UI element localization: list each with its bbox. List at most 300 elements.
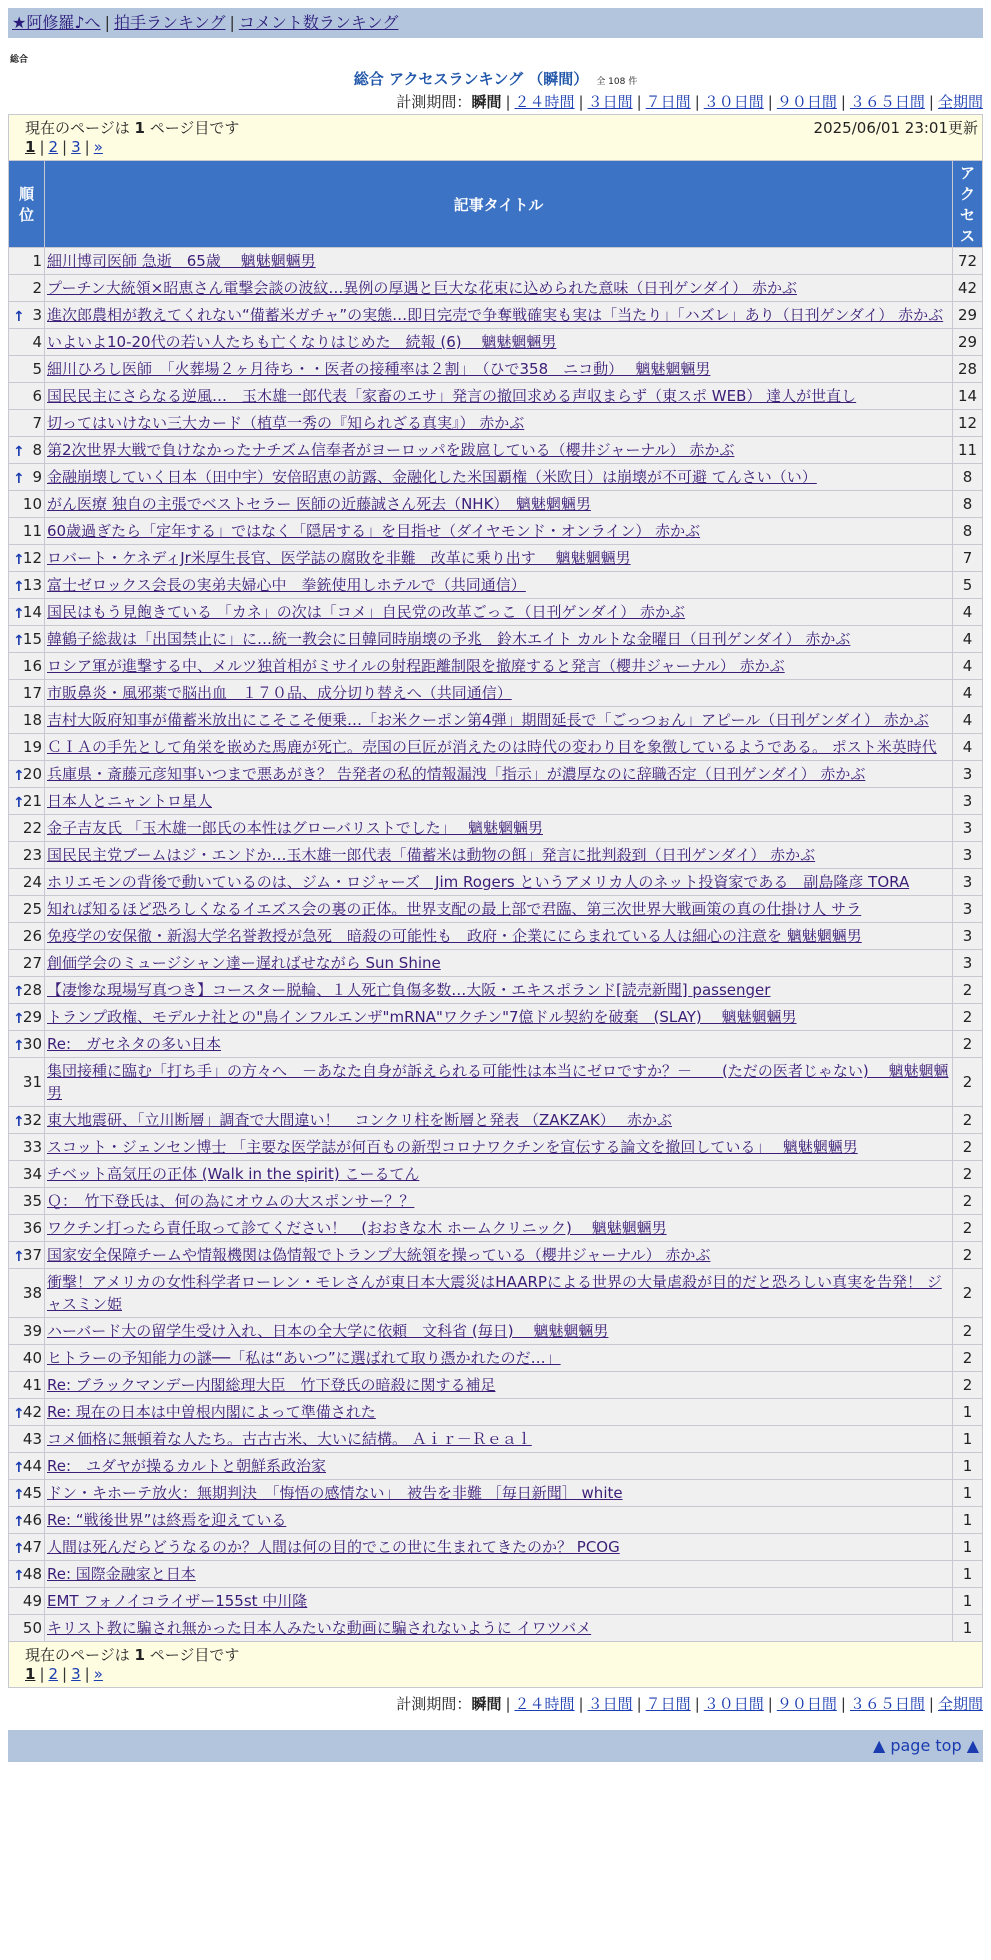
rank-number: 20 bbox=[22, 765, 42, 783]
access-count: 1 bbox=[953, 1615, 983, 1642]
table-row bbox=[9, 815, 983, 842]
rank-cell bbox=[9, 248, 45, 275]
article-link[interactable]: ＣＩＡの手先として角栄を嵌めた馬鹿が死亡。売国の巨匠が消えたのは時代の変わり目を象徴しているようである。 ポスト米英時代 bbox=[47, 738, 937, 756]
table-row bbox=[9, 761, 983, 788]
current-page-info: 現在のページは 1 ページ目です bbox=[25, 119, 240, 137]
article-link[interactable]: 国民はもう見飽きている 「カネ」の次は「コメ」自民党の改革ごっこ（日刊ゲンダイ） 赤かぶ bbox=[47, 603, 686, 621]
title-cell bbox=[45, 1453, 953, 1480]
article-link[interactable]: 切ってはいけない三大カード（植草一秀の『知られざる真実』） 赤かぶ bbox=[47, 414, 525, 432]
article-link[interactable]: ワクチン打ったら責任取って診てください！ (おおきな木 ホームクリニック) 魑魅魍魎男 bbox=[47, 1219, 667, 1237]
rank-number: 18 bbox=[22, 711, 42, 729]
table-row bbox=[9, 1480, 983, 1507]
period-link-4[interactable]: ９０日間 bbox=[776, 93, 837, 111]
rank-number: 34 bbox=[22, 1165, 42, 1183]
period-link-3[interactable]: ３０日間 bbox=[703, 93, 764, 111]
title-cell bbox=[45, 950, 953, 977]
article-link[interactable]: 富士ゼロックス会長の実弟夫婦心中 拳銃使用しホテルで（共同通信） bbox=[47, 576, 526, 594]
header-rank bbox=[9, 161, 45, 248]
rank-cell bbox=[9, 1058, 45, 1107]
article-link[interactable]: コメ価格に無頓着な人たち。古古古米、大いに結構。 Ａｉｒ－Ｒｅａｌ bbox=[47, 1430, 532, 1448]
period-separator: | bbox=[840, 93, 846, 111]
article-link[interactable]: Re: ユダヤが操るカルトと朝鮮系政治家 bbox=[47, 1457, 327, 1475]
table-row bbox=[9, 1453, 983, 1480]
title-cell bbox=[45, 1399, 953, 1426]
rank-cell bbox=[9, 383, 45, 410]
rank-cell bbox=[9, 1561, 45, 1588]
rank-number: 16 bbox=[22, 657, 42, 675]
rank-cell bbox=[9, 1242, 45, 1269]
rank-number: 45 bbox=[22, 1484, 42, 1502]
rank-up-arrow-icon: ↑ bbox=[13, 768, 25, 784]
title-cell bbox=[45, 1269, 953, 1318]
article-link[interactable]: Ｑ： 竹下登氏は、何の為にオウムの大スポンサー？？ bbox=[47, 1192, 415, 1210]
access-count: 11 bbox=[953, 437, 983, 464]
access-count: 3 bbox=[953, 950, 983, 977]
access-count: 4 bbox=[953, 734, 983, 761]
article-link[interactable]: 東大地震研、「立川断層」調査で大間違い！ コンクリ柱を断層と発表 （ZAKZAK） 赤かぶ bbox=[47, 1111, 672, 1129]
rank-cell bbox=[9, 491, 45, 518]
table-row bbox=[9, 1399, 983, 1426]
rank-number: 48 bbox=[22, 1565, 42, 1583]
article-link[interactable]: 金融崩壊していく日本（田中宇）安倍昭恵の訪露、金融化した米国覇権（米欧日）は崩壊が不可避 てんさい（い） bbox=[47, 468, 817, 486]
article-link[interactable]: プーチン大統領×昭恵さん電撃会談の波紋…異例の厚遇と巨大な花束に込められた意味（日刊ゲンダイ） 赤かぶ bbox=[47, 279, 797, 297]
header-title: 記事タイトル bbox=[45, 161, 953, 248]
article-link[interactable]: 韓鶴子総裁は「出国禁止に」に…統一教会に日韓同時崩壊の予兆 鈴木エイト カルトな金曜日（日刊ゲンダイ） 赤かぶ bbox=[47, 630, 851, 648]
page-link-3[interactable]: 3 bbox=[71, 138, 81, 156]
header-rank-label: 順 位 bbox=[18, 185, 34, 224]
period-separator: | bbox=[928, 93, 934, 111]
rank-number: 24 bbox=[22, 873, 42, 891]
article-link[interactable]: EMT フォノイコライザー155st 中川隆 bbox=[47, 1592, 308, 1610]
rank-cell bbox=[9, 761, 45, 788]
rank-up-arrow-icon: ↑ bbox=[13, 633, 25, 649]
article-link[interactable]: 60歳過ぎたら「定年する」ではなく「隠居する」を目指せ（ダイヤモンド・オンライン） 赤かぶ bbox=[47, 522, 701, 540]
access-count: 2 bbox=[953, 1107, 983, 1134]
rank-number: 6 bbox=[32, 387, 42, 405]
article-link[interactable]: トランプ政権、モデルナ社との"鳥インフルエンザ"mRNA"ワクチン"7億ドル契約を破棄 (SLAY) 魑魅魍魎男 bbox=[47, 1008, 797, 1026]
access-count: 1 bbox=[953, 1399, 983, 1426]
title-cell bbox=[45, 572, 953, 599]
header-count-label: アク セス bbox=[959, 164, 975, 245]
article-link[interactable]: 兵庫県・斎藤元彦知事いつまで悪あがき？ 告発者の私的情報漏洩「指示」が濃厚なのに辞職否定（日刊ゲンダイ） 赤かぶ bbox=[47, 765, 866, 783]
period-link-6[interactable]: 全期間 bbox=[937, 93, 983, 111]
period-separator: | bbox=[694, 93, 700, 111]
access-count: 1 bbox=[953, 1534, 983, 1561]
period-separator: | bbox=[767, 1695, 773, 1713]
table-row bbox=[9, 599, 983, 626]
article-link[interactable]: Re: “戦後世界”は終焉を迎えている bbox=[47, 1511, 287, 1529]
rank-number: 37 bbox=[22, 1246, 42, 1264]
period-separator: | bbox=[840, 1695, 846, 1713]
rank-cell bbox=[9, 1372, 45, 1399]
access-count: 4 bbox=[953, 626, 983, 653]
rank-up-arrow-icon: ↑ bbox=[13, 471, 25, 487]
article-link[interactable]: 金子吉友氏 「玉木雄一郎氏の本性はグローバリストでした」 魑魅魍魎男 bbox=[47, 819, 543, 837]
page-separator: | bbox=[84, 138, 90, 156]
access-count: 1 bbox=[953, 1588, 983, 1615]
access-count: 3 bbox=[953, 815, 983, 842]
period-separator: | bbox=[767, 93, 773, 111]
title-cell bbox=[45, 1372, 953, 1399]
rank-up-arrow-icon: ↑ bbox=[13, 1541, 25, 1557]
access-count: 2 bbox=[953, 1269, 983, 1318]
nav-separator: | bbox=[104, 13, 110, 32]
article-link[interactable]: ロバート・ケネディJr米厚生長官、医学誌の腐敗を非難 改革に乗り出す 魑魅魍魎男 bbox=[47, 549, 631, 567]
rank-number: 36 bbox=[22, 1219, 42, 1237]
article-link[interactable]: 知れば知るほど恐ろしくなるイエズス会の裏の正体。世界支配の最上部で君臨、第三次世界大戦画策の真の仕掛け人 サラ bbox=[47, 900, 862, 918]
table-row bbox=[9, 1426, 983, 1453]
table-row bbox=[9, 437, 983, 464]
rank-up-arrow-icon: ↑ bbox=[13, 1460, 25, 1476]
table-row bbox=[9, 1058, 983, 1107]
access-count: 1 bbox=[953, 1561, 983, 1588]
period-link-0[interactable]: ２４時間 bbox=[514, 1695, 575, 1713]
rank-number: 19 bbox=[22, 738, 42, 756]
category-label: 総合 bbox=[10, 55, 29, 65]
access-count: 2 bbox=[953, 977, 983, 1004]
rank-cell bbox=[9, 1031, 45, 1058]
article-link[interactable]: ハーバード大の留学生受け入れ、日本の全大学に依頼 文科省 (毎日) 魑魅魍魎男 bbox=[47, 1322, 609, 1340]
rank-number: 27 bbox=[22, 954, 42, 972]
top-nav-bar bbox=[8, 8, 983, 38]
rank-up-arrow-icon: ↑ bbox=[13, 1514, 25, 1530]
total-count: 全 108 件 bbox=[596, 77, 638, 87]
rank-number: 50 bbox=[22, 1619, 42, 1637]
header-count bbox=[953, 161, 983, 248]
title-cell bbox=[45, 410, 953, 437]
page-next-link[interactable]: » bbox=[93, 138, 103, 156]
rank-number: 17 bbox=[22, 684, 42, 702]
current-page-info: 現在のページは 1 ページ目です bbox=[25, 1646, 240, 1664]
title-cell bbox=[45, 1534, 953, 1561]
article-link[interactable]: 日本人とニャントロ星人 bbox=[47, 792, 213, 810]
rank-number: 46 bbox=[22, 1511, 42, 1529]
title-cell bbox=[45, 1480, 953, 1507]
article-link[interactable]: 国民民主にさらなる逆風… 玉木雄一郎代表「家畜のエサ」発言の撤回求める声収まらず（東スポ WEB） 達人が世直し bbox=[47, 387, 857, 405]
title-cell bbox=[45, 869, 953, 896]
article-link[interactable]: スコット・ジェンセン博士 「主要な医学誌が何百もの新型コロナワクチンを宣伝する論文を撤回している」 魑魅魍魎男 bbox=[47, 1138, 858, 1156]
rank-up-arrow-icon: ↑ bbox=[13, 1568, 25, 1584]
rank-number: 28 bbox=[22, 981, 42, 999]
title-cell bbox=[45, 1426, 953, 1453]
rank-cell bbox=[9, 788, 45, 815]
rank-cell bbox=[9, 1426, 45, 1453]
table-row bbox=[9, 626, 983, 653]
article-link[interactable]: いよいよ10-20代の若い人たちも亡くなりはじめた 続報 (6) 魑魅魍魎男 bbox=[47, 333, 557, 351]
article-link[interactable]: 衝撃！アメリカの女性科学者ローレン・モレさんが東日本大震災はHAARPによる世界の大量虐殺が目的だと恐ろしい真実を告発！ ジャスミン姫 bbox=[47, 1273, 942, 1313]
rank-number: 47 bbox=[22, 1538, 42, 1556]
title-cell bbox=[45, 464, 953, 491]
rank-up-arrow-icon: ↑ bbox=[13, 606, 25, 622]
table-row bbox=[9, 572, 983, 599]
table-row bbox=[9, 707, 983, 734]
rank-up-arrow-icon: ↑ bbox=[13, 984, 25, 1000]
article-link[interactable]: 細川博司医師 急逝 65歳 魑魅魍魎男 bbox=[47, 252, 316, 270]
rank-cell bbox=[9, 329, 45, 356]
rank-cell bbox=[9, 1480, 45, 1507]
title-cell bbox=[45, 1588, 953, 1615]
article-link[interactable]: Re: ガセネタの多い日本 bbox=[47, 1035, 222, 1053]
title-cell bbox=[45, 626, 953, 653]
rank-cell bbox=[9, 923, 45, 950]
rank-cell bbox=[9, 464, 45, 491]
article-link[interactable]: キリスト教に騙され無かった日本人みたいな動画に騙されないように イワツバメ bbox=[47, 1619, 592, 1637]
nav-link-clap-ranking[interactable]: 拍手ランキング bbox=[113, 13, 226, 32]
table-row bbox=[9, 653, 983, 680]
title-cell bbox=[45, 1107, 953, 1134]
rank-up-arrow-icon: ↑ bbox=[13, 1406, 25, 1422]
rank-cell bbox=[9, 1453, 45, 1480]
title-cell bbox=[45, 1188, 953, 1215]
page-separator: | bbox=[39, 138, 45, 156]
access-count: 8 bbox=[953, 491, 983, 518]
nav-link-comment-ranking[interactable]: コメント数ランキング bbox=[238, 13, 399, 32]
title-cell bbox=[45, 1561, 953, 1588]
nav-link-asyura-top[interactable]: ★阿修羅♪へ bbox=[12, 13, 101, 32]
article-link[interactable]: 集団接種に臨む「打ち手」の方々へ －あなた自身が訴えられる可能性は本当にゼロですか？－ (ただの医者じゃない) 魑魅魍魎男 bbox=[47, 1062, 949, 1102]
article-link[interactable]: 国民民主党ブームはジ・エンドか…玉木雄一郎代表「備蓄米は動物の餌」発言に批判殺到（日刊ゲンダイ） 赤かぶ bbox=[47, 846, 816, 864]
rank-up-arrow-icon: ↑ bbox=[13, 552, 25, 568]
access-count: 72 bbox=[953, 248, 983, 275]
rank-number: 41 bbox=[22, 1376, 42, 1394]
title-cell bbox=[45, 491, 953, 518]
access-count: 4 bbox=[953, 707, 983, 734]
table-row bbox=[9, 923, 983, 950]
table-row bbox=[9, 977, 983, 1004]
rank-number: 13 bbox=[22, 576, 42, 594]
access-count: 12 bbox=[953, 410, 983, 437]
rank-number: 33 bbox=[22, 1138, 42, 1156]
rank-cell bbox=[9, 1107, 45, 1134]
title-cell bbox=[45, 1004, 953, 1031]
rank-cell bbox=[9, 275, 45, 302]
rank-up-arrow-icon: ↑ bbox=[13, 309, 25, 325]
period-selector bbox=[8, 90, 983, 114]
period-separator: | bbox=[505, 93, 511, 111]
period-link-6[interactable]: 全期間 bbox=[937, 1695, 983, 1713]
rank-number: 7 bbox=[32, 414, 42, 432]
title-cell bbox=[45, 815, 953, 842]
rank-number: 49 bbox=[22, 1592, 42, 1610]
article-link[interactable]: ロシア軍が進撃する中、メルツ独首相がミサイルの射程距離制限を撤廃すると発言（櫻井ジャーナル） 赤かぶ bbox=[47, 657, 785, 675]
access-count: 4 bbox=[953, 680, 983, 707]
table-row bbox=[9, 896, 983, 923]
period-link-1[interactable]: ３日間 bbox=[587, 1695, 633, 1713]
table-row bbox=[9, 1134, 983, 1161]
access-count: 1 bbox=[953, 1480, 983, 1507]
access-count: 2 bbox=[953, 1372, 983, 1399]
table-row bbox=[9, 1031, 983, 1058]
rank-number: 44 bbox=[22, 1457, 42, 1475]
period-link-5[interactable]: ３６５日間 bbox=[849, 1695, 925, 1713]
table-row bbox=[9, 1345, 983, 1372]
access-count: 29 bbox=[953, 302, 983, 329]
article-link[interactable]: 人間は死んだらどうなるのか？人間は何の目的でこの世に生まれてきたのか？ PCOG bbox=[47, 1538, 620, 1556]
period-link-1[interactable]: ３日間 bbox=[587, 93, 633, 111]
table-row bbox=[9, 1318, 983, 1345]
period-current: 瞬間 bbox=[471, 93, 502, 111]
table-row bbox=[9, 1004, 983, 1031]
page-links bbox=[25, 1665, 978, 1683]
title-cell bbox=[45, 788, 953, 815]
table-row bbox=[9, 383, 983, 410]
period-link-0[interactable]: ２４時間 bbox=[514, 93, 575, 111]
title-cell bbox=[45, 680, 953, 707]
page-links bbox=[25, 138, 978, 156]
table-row bbox=[9, 1188, 983, 1215]
rank-number: 43 bbox=[22, 1430, 42, 1448]
rank-cell bbox=[9, 1215, 45, 1242]
period-label: 計測期間： bbox=[396, 93, 472, 111]
access-count: 14 bbox=[953, 383, 983, 410]
access-count: 1 bbox=[953, 1426, 983, 1453]
article-link[interactable]: 進次郎農相が教えてくれない“備蓄米ガチャ”の実態…即日完売で争奪戦確実も実は「当たり」「ハズレ」あり（日刊ゲンダイ） 赤かぶ bbox=[47, 306, 944, 324]
rank-cell bbox=[9, 302, 45, 329]
access-count: 2 bbox=[953, 1318, 983, 1345]
rank-up-arrow-icon: ↑ bbox=[13, 1038, 25, 1054]
rank-cell bbox=[9, 977, 45, 1004]
page-top-link[interactable]: ▲ page top ▲ bbox=[872, 1736, 979, 1755]
page-link-3[interactable]: 3 bbox=[71, 1665, 81, 1683]
access-count: 2 bbox=[953, 1188, 983, 1215]
access-count: 2 bbox=[953, 1242, 983, 1269]
title-cell bbox=[45, 1507, 953, 1534]
rank-number: 9 bbox=[32, 468, 42, 486]
title-cell bbox=[45, 329, 953, 356]
rank-cell bbox=[9, 545, 45, 572]
table-row bbox=[9, 491, 983, 518]
page-separator: | bbox=[62, 138, 68, 156]
table-row bbox=[9, 734, 983, 761]
period-link-4[interactable]: ９０日間 bbox=[776, 1695, 837, 1713]
page-link-2[interactable]: 2 bbox=[48, 138, 59, 156]
rank-number: 11 bbox=[22, 522, 42, 540]
footer-bar bbox=[8, 1730, 983, 1762]
table-row bbox=[9, 248, 983, 275]
article-link[interactable]: Re: ブラックマンデー内閣総理大臣 竹下登氏の暗殺に関する補足 bbox=[47, 1376, 496, 1394]
table-row bbox=[9, 842, 983, 869]
rank-number: 32 bbox=[22, 1111, 42, 1129]
page-link-2[interactable]: 2 bbox=[48, 1665, 59, 1683]
table-row bbox=[9, 329, 983, 356]
rank-number: 26 bbox=[22, 927, 42, 945]
access-count: 29 bbox=[953, 329, 983, 356]
article-link[interactable]: 第2次世界大戦で負けなかったナチズム信奉者がヨーロッパを跋扈している（櫻井ジャーナル） 赤かぶ bbox=[47, 441, 735, 459]
period-link-5[interactable]: ３６５日間 bbox=[849, 93, 925, 111]
period-link-2[interactable]: ７日間 bbox=[645, 93, 691, 111]
rank-number: 4 bbox=[32, 333, 42, 351]
rank-cell bbox=[9, 1615, 45, 1642]
rank-number: 29 bbox=[22, 1008, 42, 1026]
title-cell bbox=[45, 1345, 953, 1372]
page-separator: | bbox=[62, 1665, 68, 1683]
title-cell bbox=[45, 1615, 953, 1642]
title-cell bbox=[45, 275, 953, 302]
article-link[interactable]: ヒトラーの予知能力の謎──「私は“あいつ”に選ばれて取り憑かれたのだ…」 bbox=[47, 1349, 561, 1367]
period-link-3[interactable]: ３０日間 bbox=[703, 1695, 764, 1713]
access-count: 5 bbox=[953, 572, 983, 599]
period-current: 瞬間 bbox=[471, 1695, 502, 1713]
period-separator: | bbox=[694, 1695, 700, 1713]
rank-cell bbox=[9, 1588, 45, 1615]
article-link[interactable]: 市販鼻炎・風邪薬で脳出血 １７０品、成分切り替えへ（共同通信） bbox=[47, 684, 512, 702]
title-cell bbox=[45, 734, 953, 761]
rank-number: 3 bbox=[32, 306, 42, 324]
access-count: 3 bbox=[953, 923, 983, 950]
access-count: 3 bbox=[953, 842, 983, 869]
title-cell bbox=[45, 1318, 953, 1345]
rank-cell bbox=[9, 950, 45, 977]
rank-cell bbox=[9, 599, 45, 626]
rank-cell bbox=[9, 437, 45, 464]
article-link[interactable]: 創価学会のミュージシャン達ー遅ればせながら Sun Shine bbox=[47, 954, 441, 972]
table-row bbox=[9, 356, 983, 383]
article-link[interactable]: Re: 現在の日本は中曽根内閣によって準備された bbox=[47, 1403, 376, 1421]
article-link[interactable]: 吉村大阪府知事が備蓄米放出にこそこそ便乗…「お米クーポン第4弾」期間延長で「ごっつぉん」アピール（日刊ゲンダイ） 赤かぶ bbox=[47, 711, 929, 729]
article-link[interactable]: 細川ひろし医師 「火葬場２ヶ月待ち・・医者の接種率は２割」 （ひで358 ニコ動） 魑魅魍魎男 bbox=[47, 360, 711, 378]
rank-cell bbox=[9, 1269, 45, 1318]
title-cell bbox=[45, 518, 953, 545]
rank-number: 42 bbox=[22, 1403, 42, 1421]
access-count: 3 bbox=[953, 761, 983, 788]
table-row bbox=[9, 410, 983, 437]
nav-separator: | bbox=[229, 13, 235, 32]
rank-cell bbox=[9, 1534, 45, 1561]
rank-number: 8 bbox=[32, 441, 42, 459]
period-link-2[interactable]: ７日間 bbox=[645, 1695, 691, 1713]
article-link[interactable]: ドン・キホーテ放火：無期判決 「悔悟の感情ない」 被告を非難 ［毎日新聞］ white bbox=[47, 1484, 623, 1502]
access-count: 28 bbox=[953, 356, 983, 383]
table-row bbox=[9, 1242, 983, 1269]
access-count: 2 bbox=[953, 1134, 983, 1161]
title-cell bbox=[45, 1031, 953, 1058]
rank-number: 15 bbox=[22, 630, 42, 648]
access-count: 3 bbox=[953, 788, 983, 815]
title-cell bbox=[45, 437, 953, 464]
table-row bbox=[9, 680, 983, 707]
table-row bbox=[9, 869, 983, 896]
pager-top bbox=[8, 114, 983, 160]
article-link[interactable]: 免疫学の安保徹・新潟大学名誉教授が急死 暗殺の可能性も 政府・企業ににらまれている人は細心の注意を 魑魅魍魎男 bbox=[47, 927, 862, 945]
article-link[interactable]: チベット高気圧の正体 (Walk in the spirit) こーるてん bbox=[47, 1165, 420, 1183]
rank-cell bbox=[9, 653, 45, 680]
article-link[interactable]: ホリエモンの背後で動いているのは、ジム・ロジャーズ Jim Rogers というアメリカ人のネット投資家である 副島隆彦 TORA bbox=[47, 873, 910, 891]
table-row bbox=[9, 788, 983, 815]
period-separator: | bbox=[578, 1695, 584, 1713]
rank-cell bbox=[9, 707, 45, 734]
rank-cell bbox=[9, 518, 45, 545]
table-row bbox=[9, 1215, 983, 1242]
article-link[interactable]: 国家安全保障チームや情報機関は偽情報でトランプ大統領を操っている（櫻井ジャーナル） 赤かぶ bbox=[47, 1246, 711, 1264]
access-count: 42 bbox=[953, 275, 983, 302]
rank-number: 38 bbox=[22, 1284, 42, 1302]
page-next-link[interactable]: » bbox=[93, 1665, 103, 1683]
rank-number: 10 bbox=[22, 495, 42, 513]
ranking-table bbox=[8, 160, 983, 1642]
period-separator: | bbox=[636, 93, 642, 111]
period-selector-bottom bbox=[8, 1690, 983, 1718]
table-row bbox=[9, 1161, 983, 1188]
article-link[interactable]: Re: 国際金融家と日本 bbox=[47, 1565, 196, 1583]
rank-up-arrow-icon: ↑ bbox=[13, 795, 25, 811]
article-link[interactable]: がん医療 独自の主張でベストセラー 医師の近藤誠さん死去（NHK） 魑魅魍魎男 bbox=[47, 495, 591, 513]
article-link[interactable]: 【凄惨な現場写真つき】コースター脱輪、１人死亡負傷多数…大阪・エキスポランド[読売新聞] passenger bbox=[47, 981, 771, 999]
rank-number: 39 bbox=[22, 1322, 42, 1340]
title-cell bbox=[45, 707, 953, 734]
table-row bbox=[9, 1372, 983, 1399]
table-row bbox=[9, 302, 983, 329]
rank-up-arrow-icon: ↑ bbox=[13, 579, 25, 595]
